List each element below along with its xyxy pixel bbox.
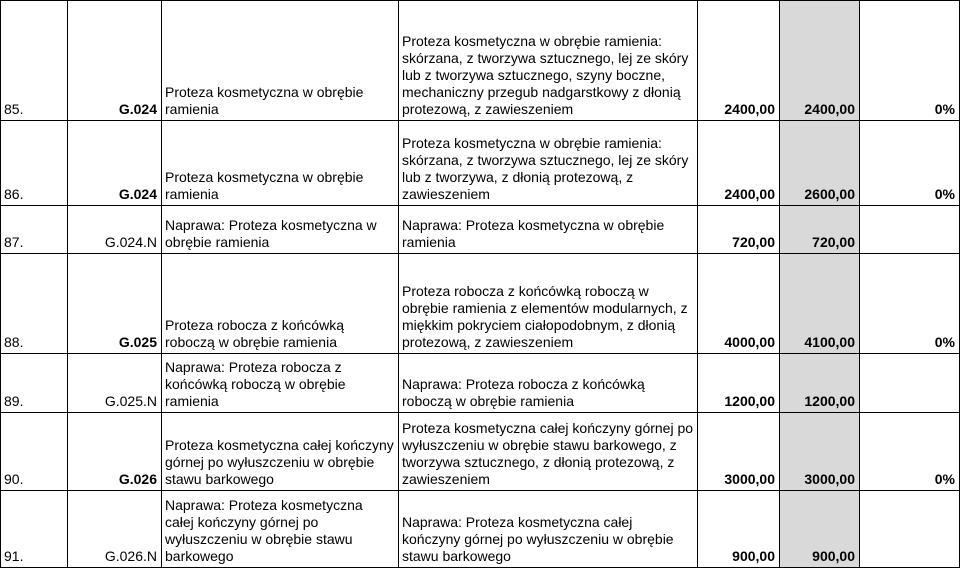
row-number: 88. xyxy=(4,334,24,350)
row-number: 85. xyxy=(4,101,24,117)
product-description: Proteza robocza z końcówką roboczą w obrębie ramienia z elementów modularnych, z miękkim pokryciem ciałopodobnym, z dłonią protezową, z zawieszeniem xyxy=(402,283,688,350)
product-code: G.024 xyxy=(118,101,157,117)
product-name: Naprawa: Proteza kosmetyczna w obrębie ramienia xyxy=(165,217,377,250)
row-number-cell xyxy=(0,254,68,353)
table-row xyxy=(0,0,960,120)
product-name: Naprawa: Proteza robocza z końcówką roboczą w obrębie ramienia xyxy=(165,359,346,409)
price-limit-cell xyxy=(698,413,780,490)
product-code-cell xyxy=(68,121,162,205)
product-description-cell xyxy=(399,254,698,353)
product-description-cell xyxy=(399,413,698,490)
product-code: G.026 xyxy=(118,471,157,487)
product-code: G.024 xyxy=(118,186,157,202)
product-name-cell xyxy=(162,254,399,353)
product-code: G.024.N xyxy=(104,234,157,250)
row-number: 87. xyxy=(4,234,24,250)
product-description-cell xyxy=(399,491,698,567)
percentage-cell xyxy=(860,1,960,120)
price-value: 720,00 xyxy=(812,234,855,250)
percentage-cell xyxy=(860,206,960,253)
product-code: G.025 xyxy=(118,334,157,350)
price-value: 4100,00 xyxy=(804,334,855,350)
price-limit: 720,00 xyxy=(732,234,775,250)
table-row xyxy=(0,490,960,568)
price-limit: 2400,00 xyxy=(724,186,775,202)
price-value: 3000,00 xyxy=(804,471,855,487)
product-code-cell xyxy=(68,413,162,490)
product-description: Naprawa: Proteza kosmetyczna w obrębie ramienia xyxy=(402,217,665,250)
price-value: 2400,00 xyxy=(804,101,855,117)
row-number-cell xyxy=(0,121,68,205)
product-name: Naprawa: Proteza kosmetyczna całej kończyny górnej po wyłuszczeniu w obrębie stawu barkowego xyxy=(165,497,363,564)
row-number-cell xyxy=(0,206,68,253)
product-name-cell xyxy=(162,354,399,412)
price-value-cell xyxy=(780,354,860,412)
row-number: 91. xyxy=(4,548,24,564)
price-limit-cell xyxy=(698,254,780,353)
product-name: Proteza robocza z końcówką roboczą w obrębie ramienia xyxy=(165,317,344,350)
product-description-cell xyxy=(399,354,698,412)
row-number-cell xyxy=(0,491,68,567)
product-name-cell xyxy=(162,121,399,205)
price-value-cell xyxy=(780,254,860,353)
price-value-cell xyxy=(780,121,860,205)
product-description: Naprawa: Proteza kosmetyczna całej kończyny górnej po wyłuszczeniu w obrębie stawu barkowego xyxy=(402,514,674,564)
price-limit-cell xyxy=(698,206,780,253)
price-value: 900,00 xyxy=(812,548,855,564)
price-limit-cell xyxy=(698,1,780,120)
product-description: Proteza kosmetyczna w obrębie ramienia: skórzana, z tworzywa sztucznego, lej ze skóry lub z tworzywa sztucznego, szyny boczne, mechaniczny przegub nadgarstkowy z dłonią protezową, z zawieszeniem xyxy=(402,33,689,117)
price-limit-cell xyxy=(698,354,780,412)
product-name-cell xyxy=(162,413,399,490)
table-row xyxy=(0,412,960,490)
price-value-cell xyxy=(780,413,860,490)
price-value: 1200,00 xyxy=(804,393,855,409)
table-row xyxy=(0,253,960,353)
product-name: Proteza kosmetyczna w obrębie ramienia xyxy=(165,169,364,202)
product-code-cell xyxy=(68,1,162,120)
percentage: 0% xyxy=(934,101,955,117)
percentage: 0% xyxy=(934,471,955,487)
price-value-cell xyxy=(780,206,860,253)
percentage-cell xyxy=(860,121,960,205)
price-limit-cell xyxy=(698,121,780,205)
product-code-cell xyxy=(68,354,162,412)
percentage-cell xyxy=(860,491,960,567)
table-row xyxy=(0,120,960,205)
percentage: 0% xyxy=(934,186,955,202)
percentage-cell xyxy=(860,354,960,412)
percentage-cell xyxy=(860,413,960,490)
price-limit: 4000,00 xyxy=(724,334,775,350)
product-description-cell xyxy=(399,206,698,253)
product-code: G.025.N xyxy=(104,393,157,409)
row-number-cell xyxy=(0,1,68,120)
percentage-cell xyxy=(860,254,960,353)
row-number: 90. xyxy=(4,471,24,487)
product-name: Proteza kosmetyczna całej kończyny górnej po wyłuszczeniu w obrębie stawu barkowego xyxy=(165,437,394,487)
table-row xyxy=(0,205,960,253)
product-name-cell xyxy=(162,1,399,120)
price-value-cell xyxy=(780,491,860,567)
price-limit: 3000,00 xyxy=(724,471,775,487)
price-value-cell xyxy=(780,1,860,120)
price-value: 2600,00 xyxy=(804,186,855,202)
product-description: Naprawa: Proteza robocza z końcówką roboczą w obrębie ramienia xyxy=(402,376,645,409)
product-name-cell xyxy=(162,206,399,253)
product-name: Proteza kosmetyczna w obrębie ramienia xyxy=(165,84,364,117)
product-code-cell xyxy=(68,206,162,253)
row-number-cell xyxy=(0,354,68,412)
product-name-cell xyxy=(162,491,399,567)
product-description: Proteza kosmetyczna całej kończyny górnej po wyłuszczeniu w obrębie stawu barkowego, z tworzywa sztucznego, z dłonią protezową, z zawieszeniem xyxy=(402,420,694,487)
row-number: 89. xyxy=(4,393,24,409)
price-limit: 1200,00 xyxy=(724,393,775,409)
row-number-cell xyxy=(0,413,68,490)
row-number: 86. xyxy=(4,186,24,202)
percentage: 0% xyxy=(934,334,955,350)
price-limit: 2400,00 xyxy=(724,101,775,117)
price-limit: 900,00 xyxy=(732,548,775,564)
product-code-cell xyxy=(68,491,162,567)
table-row xyxy=(0,353,960,412)
product-description-cell xyxy=(399,121,698,205)
product-code: G.026.N xyxy=(104,548,157,564)
product-description-cell xyxy=(399,1,698,120)
product-description: Proteza kosmetyczna w obrębie ramienia: skórzana, z tworzywa sztucznego, lej ze skóry lub z tworzywa, z dłonią protezową, z zawieszeniem xyxy=(402,135,689,202)
price-limit-cell xyxy=(698,491,780,567)
product-code-cell xyxy=(68,254,162,353)
